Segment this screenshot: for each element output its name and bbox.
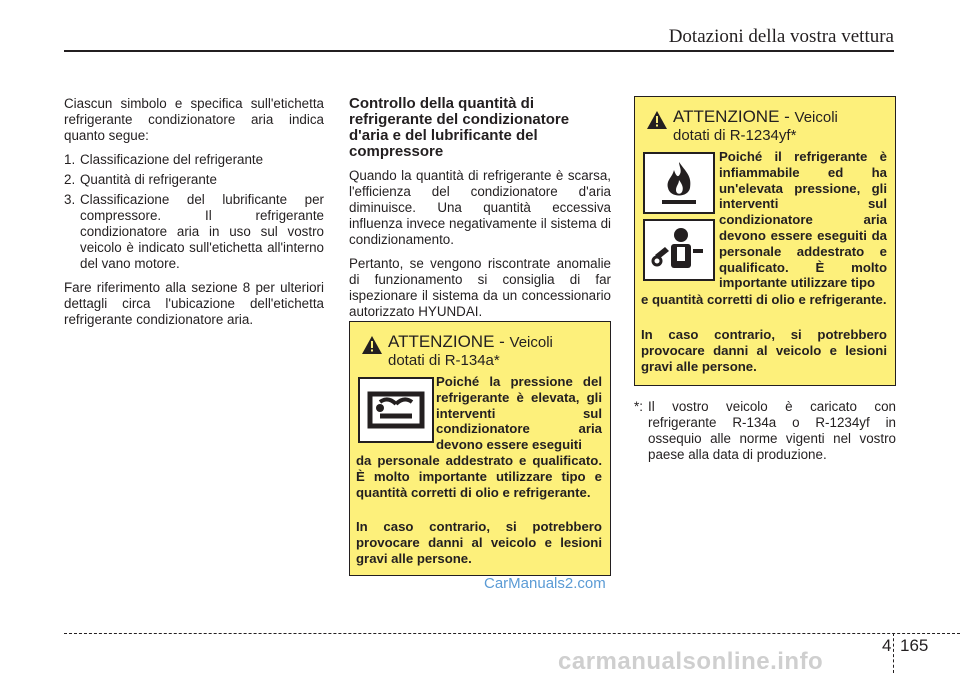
warning-subject: Veicoli: [794, 109, 838, 126]
chapter-number: 4: [882, 636, 892, 655]
page-number: 165: [900, 636, 929, 655]
column-1: [64, 96, 324, 336]
warning-box-r134a: [349, 321, 611, 576]
warning-label: ATTENZIONE -: [673, 107, 790, 126]
list-item: 2. Quantità di refrigerante: [64, 172, 217, 187]
flammable-icon: [643, 152, 715, 214]
watermark[interactable]: CarManuals2.com: [484, 575, 606, 592]
section-title: Controllo della quantità di refrigerante del condizionatore d'aria e del lubrificante del compressore: [349, 95, 570, 160]
footnote-mark: *:: [634, 399, 643, 414]
warning-text-consequence: In caso contrario, si potrebbero provocare danni al veicolo e lesioni gravi alle persone.: [356, 519, 602, 566]
warning-subject-line2: dotati di R-134a*: [388, 352, 500, 369]
page-number-divider: [893, 633, 896, 673]
warning-text-consequence: In caso contrario, si potrebbero provocare danni al veicolo e lesioni gravi alle persone.: [641, 327, 887, 374]
header-rule: [64, 50, 894, 52]
warning-triangle-icon: [362, 336, 382, 354]
column-2: [349, 96, 611, 328]
site-watermark[interactable]: carmanualsonline.info: [558, 648, 824, 675]
label-legend-list: [64, 152, 324, 272]
list-item: 3. Classificazione del lubrificante per compressore. Il refrigerante condizionatore aria in uso sul vostro veicolo è indicato sull'etichetta all'interno del vano motore.: [64, 192, 324, 271]
warning-box-r1234yf: [634, 96, 896, 386]
warning-text-main: da personale addestrato e qualificato. È molto importante utilizzare tipo e quantità corretti di olio e refrigerante.: [356, 453, 602, 500]
warning-text-top: Poiché la pressione del refrigerante è elevata, gli interventi sul condizionatore aria devono essere eseguiti: [436, 374, 602, 453]
warning-triangle-icon: [647, 111, 667, 129]
mechanic-icon: [643, 219, 715, 281]
footnote: [634, 399, 896, 463]
list-item: 1. Classificazione del refrigerante: [64, 152, 264, 167]
footer-rule: [64, 633, 960, 634]
section-paragraph: Quando la quantità di refrigerante è scarsa, l'efficienza del condizionatore d'aria diminuisce. Una quantità eccessiva influenza invece negativamente il sistema di condizionamento.: [349, 168, 611, 247]
footnote-text: Il vostro veicolo è caricato con refrigerante R-134a o R-1234yf in ossequio alle norme vigenti nel vostro paese alla data di produzione.: [648, 399, 896, 462]
manual-book-icon: [358, 377, 434, 443]
warning-subject-line2: dotati di R-1234yf*: [673, 127, 797, 144]
warning-label: ATTENZIONE -: [388, 332, 505, 351]
warning-text-top: Poiché il refrigerante è infiammabile ed ha un'elevata pressione, gli interventi sul condizionatore aria devono essere eseguiti da personale addestrato e qualificato. È molto importante utilizzare tipo: [719, 149, 887, 291]
warning-subject: Veicoli: [509, 334, 553, 351]
section-paragraph: Pertanto, se vengono riscontrate anomalie di funzionamento si consiglia di far ispezionare il sistema da un concessionario autorizzato HYUNDAI.: [349, 256, 611, 319]
warning-text-main: e quantità corretti di olio e refrigerante.: [641, 292, 887, 307]
header-title: Dotazioni della vostra vettura: [668, 26, 894, 47]
reference-paragraph: Fare riferimento alla sezione 8 per ulteriori dettagli circa l'ubicazione dell'etichetta refrigerante condizionatore aria.: [64, 280, 324, 327]
intro-paragraph: Ciascun simbolo e specifica sull'etichetta refrigerante condizionatore aria indica quanto segue:: [64, 96, 324, 143]
